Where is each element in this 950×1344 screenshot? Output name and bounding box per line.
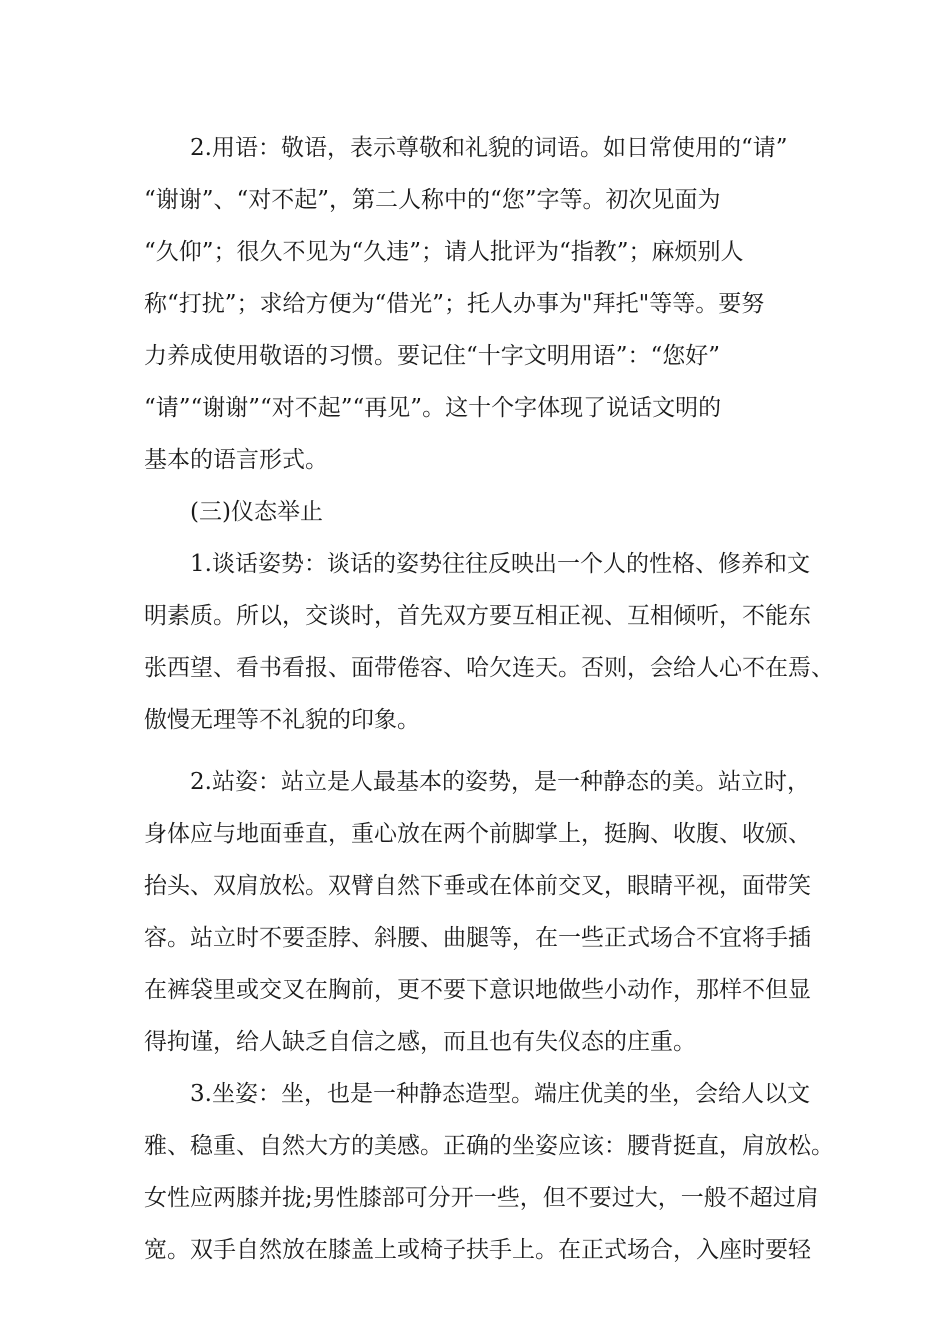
paragraph-line: “请”“谢谢”“对不起”“再见”。这十个字体现了说话文明的 [144,395,722,421]
paragraph-line: 3.坐姿：坐，也是一种静态造型。端庄优美的坐，会给人以文 [190,1081,810,1107]
paragraph-line: 力养成使用敬语的习惯。要记住“十字文明用语”：“您好” [144,343,721,369]
paragraph-line: 在裤袋里或交叉在胸前，更不要下意识地做些小动作，那样不但显 [144,977,811,1003]
paragraph-line: 称“打扰”；求给方便为“借光”；托人办事为"拜托"等等。要努 [144,291,765,317]
paragraph-line: 容。站立时不要歪脖、斜腰、曲腿等，在一些正式场合不宜将手插 [144,925,811,951]
paragraph-line: 1.谈话姿势：谈话的姿势往往反映出一个人的性格、修养和文 [190,551,810,577]
paragraph-line: 2.站姿：站立是人最基本的姿势，是一种静态的美。站立时， [190,769,810,795]
paragraph-line: 得拘谨，给人缺乏自信之感，而且也有失仪态的庄重。 [144,1029,696,1055]
paragraph-line: 张西望、看书看报、面带倦容、哈欠连天。否则，会给人心不在焉、 [144,655,834,681]
paragraph-line: 雅、稳重、自然大方的美感。正确的坐姿应该：腰背挺直，肩放松。 [144,1133,834,1159]
paragraph-line: 抬头、双肩放松。双臂自然下垂或在体前交叉，眼睛平视，面带笑 [144,873,811,899]
paragraph-line: 2.用语：敬语，表示尊敬和礼貌的词语。如日常使用的“请” [190,135,788,161]
paragraph-line: “久仰”；很久不见为“久违”；请人批评为“指教”；麻烦别人 [144,239,744,265]
paragraph-line: “谢谢”、“对不起”，第二人称中的“您”字等。初次见面为 [144,187,721,213]
paragraph-line: 明素质。所以，交谈时，首先双方要互相正视、互相倾听，不能东 [144,603,811,629]
paragraph-line: 宽。双手自然放在膝盖上或椅子扶手上。在正式场合，入座时要轻 [144,1237,811,1263]
paragraph-line: 傲慢无理等不礼貌的印象。 [144,707,420,733]
paragraph-line: 基本的语言形式。 [144,447,328,473]
section-heading: (三)仪态举止 [190,499,323,525]
paragraph-line: 身体应与地面垂直，重心放在两个前脚掌上，挺胸、收腹、收颁、 [144,821,811,847]
paragraph-line: 女性应两膝并拢;男性膝部可分开一些，但不要过大，一般不超过肩 [144,1185,819,1211]
